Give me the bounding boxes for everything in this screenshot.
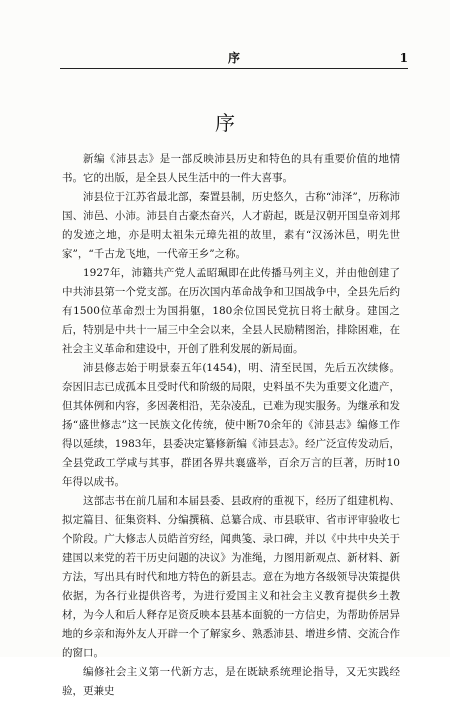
paragraph: 1927年，沛籍共产党人孟昭珮即在此传播马列主义，并由他创建了中共沛县第一个党支部。在历次国内革命战争和卫国战争中，全县先后约有1500位革命烈士为国捐躯，180余位国民党抗日将士献身。建国之后，特别是中共十一届三中全会以来，全县人民励精图治，排除困难，在社会主义革命和建设中，开创了胜利发展的新局面。: [62, 267, 400, 355]
paragraph: 新编《沛县志》是一部反映沛县历史和特色的具有重要价值的地情书。它的出版，是全县人民生活中的一件大喜事。: [62, 153, 400, 184]
body-text: [62, 150, 400, 701]
chapter-title: 序: [215, 111, 235, 136]
paragraph: 沛县修志始于明景泰五年(1454)，明、清至民国，先后五次续修。奈因旧志已成孤本且受时代和阶级的局限，史料虽不失为重要文化遗产，但其体例和内容，多因袭相沿，芜杂凌乱，已难为现实服务。为继承和发扬“盛世修志”这一民族文化传统，使中断70余年的《沛县志》编修工作得以延续，1983年，县委决定纂修新编《沛县志》。经广泛宣传发动后，全县党政工学咸与其事，群团各界共襄盛举，百余万言的巨著，历时10年得以成书。: [62, 362, 400, 488]
header-rule: [60, 68, 408, 69]
paragraph: 这部志书在前几届和本届县委、县政府的重视下，经历了组建机构、拟定篇目、征集资料、分编撰稿、总纂合成、市县联审、省市评审验收七个阶段。广大修志人员皓首穷经，闻典笺、录口碑，并以《中共中央关于建国以来党的若干历史问题的决议》为准绳，力图用新观点、新材料、新方法，写出具有时代和地方特色的新县志。意在为地方各级领导决策提供依据，为各行业提供咨考，为进行爱国主义和社会主义教育提供乡土教材，为今人和后人释存足资反映本县基本面貌的一方信史，为帮助侨居异地的乡亲和海外友人开辟一个了解家乡、熟悉沛县、增进乡情、交流合作的窗口。: [62, 495, 400, 659]
running-header: [60, 50, 408, 68]
paragraph: 编修社会主义第一代新方志，是在既缺系统理论指导，又无实践经验，更兼史: [62, 666, 400, 697]
paragraph: 沛县位于江苏省最北部，秦置县制，历史悠久，古称“沛泽”，历称沛国、沛邑、小沛。沛县自古豪杰奋兴，人才蔚起，既是汉朝开国皇帝刘邦的发迹之地，亦是明太祖朱元璋先祖的故里，素有“汉汤沐邑，明先世家”，“千古龙飞地，一代帝王乡”之称。: [62, 191, 400, 260]
running-title: 序: [227, 51, 241, 65]
page-number: 1: [399, 51, 408, 65]
